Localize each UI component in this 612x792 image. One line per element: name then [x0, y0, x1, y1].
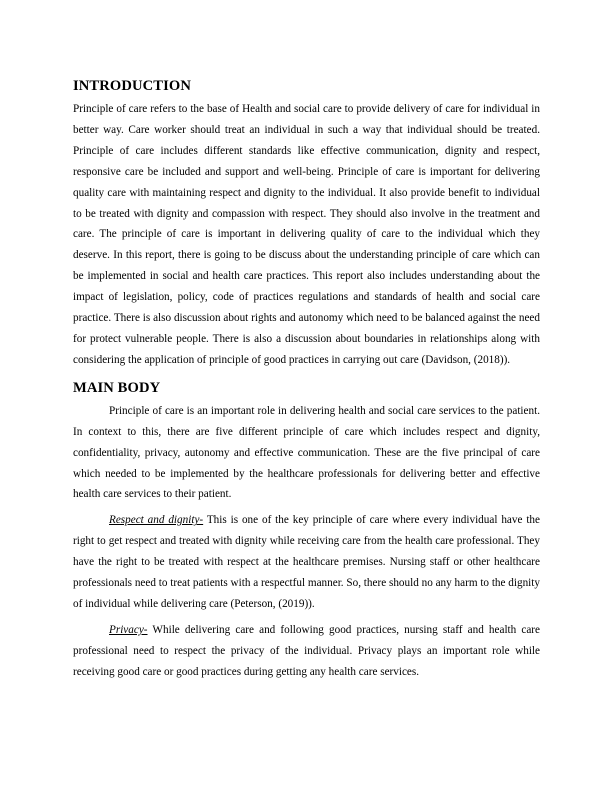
introduction-paragraph: Principle of care refers to the base of Health and social care to provide delivery of care for individual in better way. Care worker should treat an individual in such a way that individual should be treated. Principle of care includes different standards like effective communication, dignity and respect, responsive care be included and support and well-being. Principle of care is important for delivering quality care with maintaining respect and dignity to the individual. It also provide benefit to individual to be treated with dignity and compassion with respect. They should also involve in the treatment and care. The principle of care is important in delivering quality of care to the individual which they deserve. In this report, there is going to be discuss about the understanding principle of care which can be implemented in social and health care practices. This report also includes understanding about the impact of legislation, policy, code of practices regulations and standards of health and social care practice. There is also discussion about rights and autonomy which need to be balanced against the need for protect vulnerable people. There is also a discussion about boundaries in relationships along with considering the application of principle of good practices in carrying out care (Davidson, (2018)).: [73, 103, 540, 366]
respect-dignity-paragraph: [73, 510, 540, 615]
privacy-term: Privacy-: [109, 623, 148, 636]
document-page: [73, 77, 540, 683]
main-body-paragraph: Principle of care is an important role in delivering health and social care services to the patient. In context to this, there are five different principle of care which includes respect and dignity, confidentiality, privacy, autonomy and effective communication. These are the five principal of care which needed to be implemented by the healthcare professionals for delivering better and effective health care services to their patient.: [73, 404, 540, 501]
privacy-text: While delivering care and following good practices, nursing staff and health care professional need to respect the privacy of the individual. Privacy plays an important role while receiving good care or good practices during getting any health care services.: [73, 623, 540, 678]
section-spacer: [73, 371, 540, 379]
introduction-heading: INTRODUCTION: [73, 78, 191, 94]
respect-dignity-term: Respect and dignity-: [109, 514, 204, 527]
privacy-paragraph: [73, 620, 540, 683]
main-body-heading: MAIN BODY: [73, 379, 161, 396]
respect-dignity-text: This is one of the key principle of care where every individual have the right to get respect and treated with dignity while receiving care from the health care professional. They have the right to be treated with respect at the healthcare premises. Nursing staff or other healthcare professionals need to treat patients with a respectful manner. So, there should no any harm to the dignity of individual while delivering care (Peterson, (2019)).: [73, 514, 540, 610]
